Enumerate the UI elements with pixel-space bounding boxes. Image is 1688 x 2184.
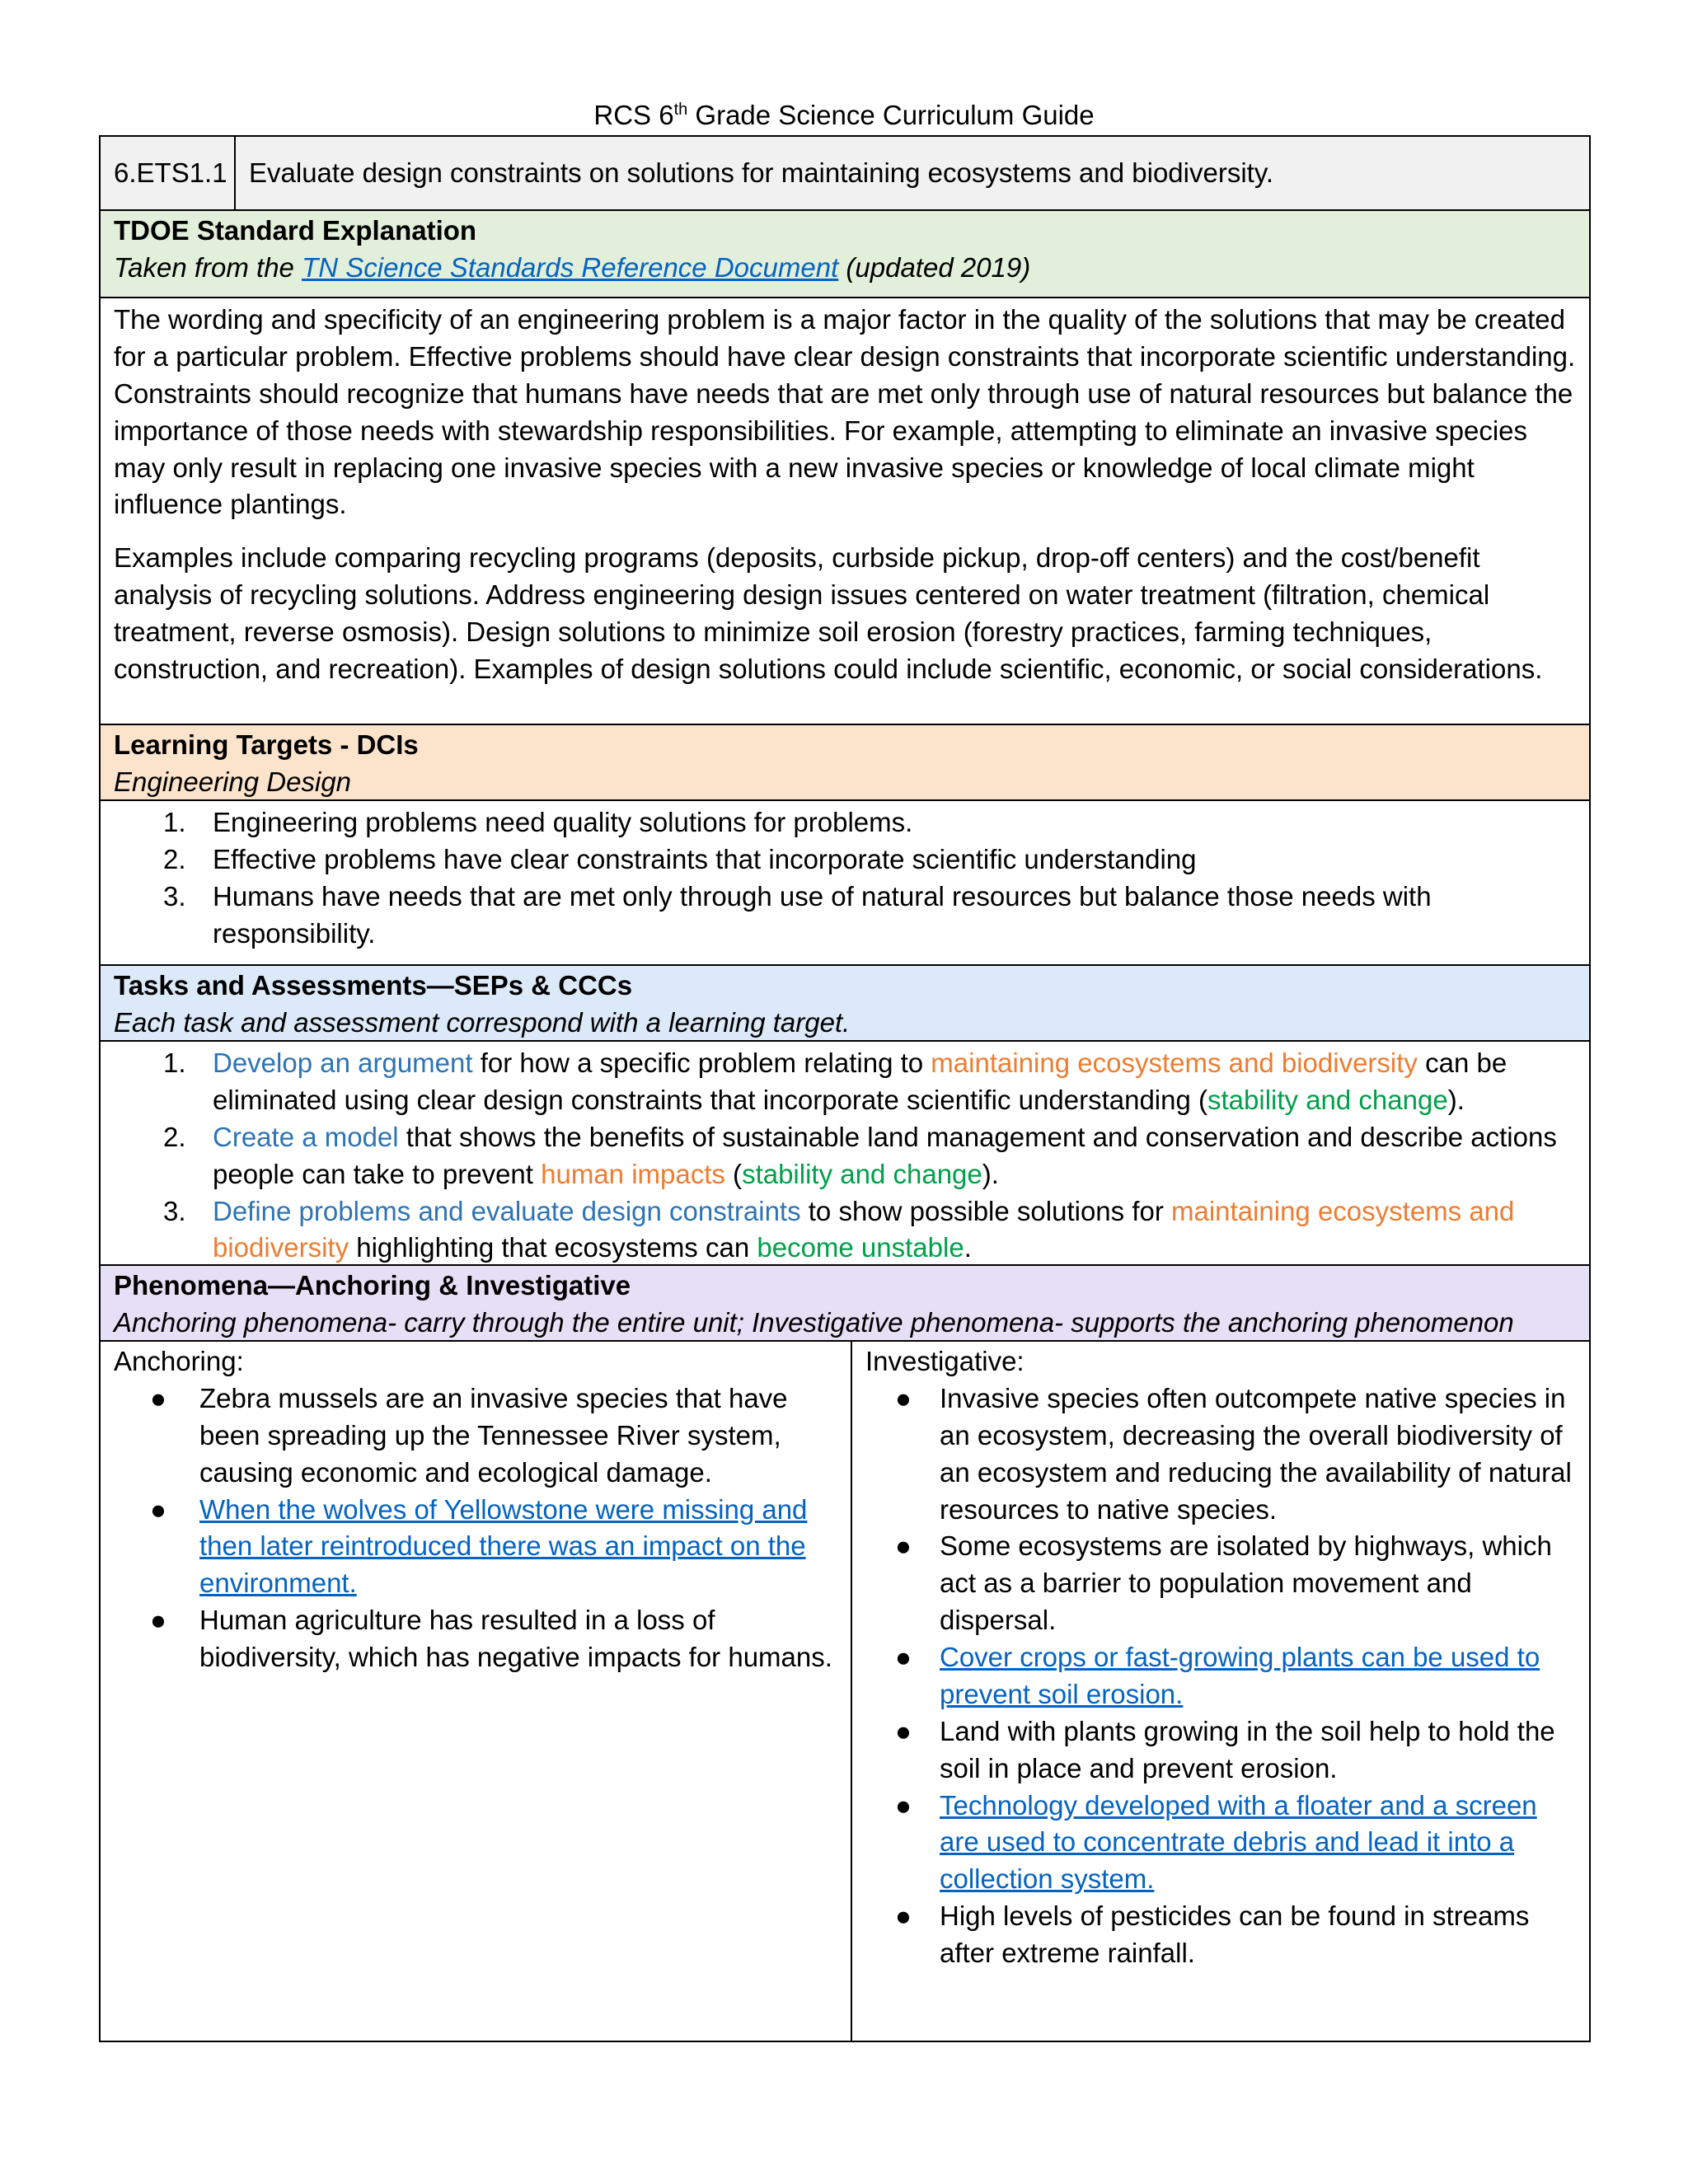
item-text: Humans have needs that are met only through use of natural resources but balance those needs with responsibility. — [213, 880, 1432, 949]
tasks-title: Tasks and Assessments—SEPs & CCCs — [114, 970, 633, 1001]
bullet-icon: ● — [895, 1530, 912, 1562]
task-text: can be eliminated using clear design constraints that incorporate scientific understanding ( — [213, 1047, 1507, 1115]
tasks-body — [101, 1042, 1589, 1266]
standard-code: 6.ETS1.1 — [101, 137, 236, 209]
sep-phrase: Define problems and evaluate design constraints — [213, 1195, 801, 1226]
explanation-paragraph: Examples include comparing recycling programs (deposits, curbside pickup, drop-off centers) and the cost/benefit analysis of recycling solutions. Address engineering design issues centered on water treatment (filtration, chemical treatment, reverse osmosis). Design solutions to minimize soil erosion (forestry practices, farming techniques, construction, and recreation). Examples of design solutions could include scientific, economic, or social considerations. — [114, 542, 1543, 684]
dci-phrase: maintaining ecosystems and biodiversity — [931, 1047, 1418, 1078]
explanation-paragraph: The wording and specificity of an engineering problem is a major factor in the quality of the solutions that may be created for a particular problem. Effective problems should have clear design constraints that incorporate scientific understanding. Constraints should recognize that humans have needs that are met only through use of natural resources but balance the importance of those needs with stewardship responsibilities. For example, attempting to eliminate an invasive species may only result in replacing one invasive species with a new invasive species or knowledge of local climate might influence plantings. — [114, 304, 1576, 520]
bullet-icon: ● — [895, 1382, 912, 1413]
bullet-icon: ● — [895, 1900, 912, 1932]
bullet-icon: ● — [150, 1605, 166, 1636]
ccc-phrase: stability and change — [742, 1158, 982, 1189]
targets-header — [101, 725, 1589, 801]
investigative-item — [865, 1639, 1576, 1713]
item-text: Effective problems have clear constraints that incorporate scientific understanding — [213, 843, 1197, 874]
targets-body — [101, 801, 1589, 966]
phenomenon-text: Human agriculture has resulted in a loss of biodiversity, which has negative impacts for humans. — [199, 1605, 832, 1672]
task-text: highlighting that ecosystems can — [349, 1232, 757, 1263]
targets-list — [114, 804, 1576, 953]
phenomena-body — [101, 1342, 1589, 2042]
standard-row — [101, 137, 1589, 211]
task-text: to show possible solutions for — [800, 1195, 1171, 1226]
tasks-header — [101, 966, 1589, 1042]
anchoring-label: Anchoring: — [114, 1346, 244, 1376]
bullet-icon: ● — [150, 1382, 166, 1413]
task-text: ). — [982, 1158, 999, 1189]
tasks-subtitle: Each task and assessment correspond with a learning target. — [114, 1006, 851, 1038]
dci-phrase: human impacts — [541, 1158, 725, 1189]
item-number: 3. — [163, 880, 186, 912]
phenomenon-link[interactable]: When the wolves of Yellowstone were missing and then later reintroduced there was an impact on the environment. — [199, 1493, 808, 1599]
phenomenon-text: Zebra mussels are an invasive species that have been spreading up the Tennessee River system, causing economic and ecological damage. — [199, 1382, 788, 1488]
investigative-item — [865, 1898, 1576, 1972]
bullet-icon: ● — [895, 1789, 912, 1821]
phenomenon-link[interactable]: Technology developed with a floater and a screen are used to concentrate debris and lead it into a collection system. — [940, 1789, 1537, 1895]
item-number: 2. — [163, 843, 186, 874]
anchoring-item — [114, 1492, 837, 1603]
phenomena-subtitle: Anchoring phenomena- carry through the entire unit; Investigative phenomena- supports the anchoring phenomenon — [114, 1306, 1514, 1338]
task-item — [114, 1045, 1576, 1119]
investigative-item — [865, 1788, 1576, 1899]
task-text: ). — [1447, 1084, 1465, 1115]
task-text: for how a specific problem relating to — [472, 1047, 931, 1078]
ccc-phrase: stability and change — [1207, 1084, 1448, 1115]
explanation-header — [101, 211, 1589, 298]
item-number: 2. — [163, 1121, 186, 1152]
investigative-item — [865, 1528, 1576, 1639]
standard-text: Evaluate design constraints on solutions for maintaining ecosystems and biodiversity. — [249, 157, 1274, 188]
target-item — [114, 804, 1576, 841]
phenomena-title: Phenomena—Anchoring & Investigative — [114, 1270, 631, 1301]
sep-phrase: Create a model — [213, 1121, 399, 1152]
task-text: . — [964, 1232, 972, 1263]
phenomenon-text: Land with plants growing in the soil help to hold the soil in place and prevent erosion. — [940, 1715, 1555, 1783]
task-text: ( — [724, 1158, 743, 1189]
investigative-item — [865, 1380, 1576, 1529]
item-number: 3. — [163, 1195, 186, 1226]
page-title: RCS 6th Grade Science Curriculum Guide — [593, 100, 1095, 130]
phenomenon-text: High levels of pesticides can be found in streams after extreme rainfall. — [940, 1900, 1530, 1968]
investigative-list — [865, 1380, 1576, 1972]
ccc-phrase: become unstable — [757, 1232, 964, 1263]
task-item — [114, 1193, 1576, 1268]
explanation-title: TDOE Standard Explanation — [114, 215, 477, 246]
task-item — [114, 1119, 1576, 1193]
investigative-column — [852, 1342, 1589, 2042]
reference-document-link[interactable]: TN Science Standards Reference Document — [302, 251, 839, 283]
phenomenon-link[interactable]: Cover crops or fast-growing plants can be used to prevent soil erosion. — [940, 1642, 1540, 1709]
investigative-item — [865, 1713, 1576, 1788]
bullet-icon: ● — [150, 1493, 166, 1525]
item-number: 1. — [163, 1047, 186, 1078]
item-text: Engineering problems need quality solutions for problems. — [213, 807, 913, 837]
target-item — [114, 879, 1576, 953]
explanation-subtitle: Taken from the TN Science Standards Reference Document (updated 2019) — [114, 251, 1031, 283]
targets-title: Learning Targets - DCIs — [114, 729, 419, 760]
anchoring-item — [114, 1602, 837, 1676]
anchoring-item — [114, 1380, 837, 1492]
targets-subtitle: Engineering Design — [114, 766, 352, 797]
bullet-icon: ● — [895, 1715, 912, 1746]
anchoring-list — [114, 1380, 837, 1676]
bullet-icon: ● — [895, 1642, 912, 1672]
anchoring-column — [101, 1342, 852, 2042]
phenomena-header — [101, 1266, 1589, 1342]
sep-phrase: Develop an argument — [213, 1047, 473, 1078]
tasks-list — [114, 1045, 1576, 1267]
curriculum-table — [99, 135, 1591, 2042]
phenomenon-text: Invasive species often outcompete native species in an ecosystem, decreasing the overall biodiversity of an ecosystem and reducing the availability of natural resources to native species. — [940, 1382, 1572, 1525]
task-text: that shows the benefits of sustainable land management and conservation and describe actions people can take to prevent — [213, 1121, 1557, 1189]
target-item — [114, 841, 1576, 879]
investigative-label: Investigative: — [865, 1346, 1025, 1376]
dci-phrase: maintaining ecosystems and biodiversity — [213, 1195, 1515, 1263]
explanation-body — [101, 298, 1589, 725]
phenomenon-text: Some ecosystems are isolated by highways, which act as a barrier to population movement and dispersal. — [940, 1530, 1552, 1636]
item-number: 1. — [163, 807, 186, 837]
